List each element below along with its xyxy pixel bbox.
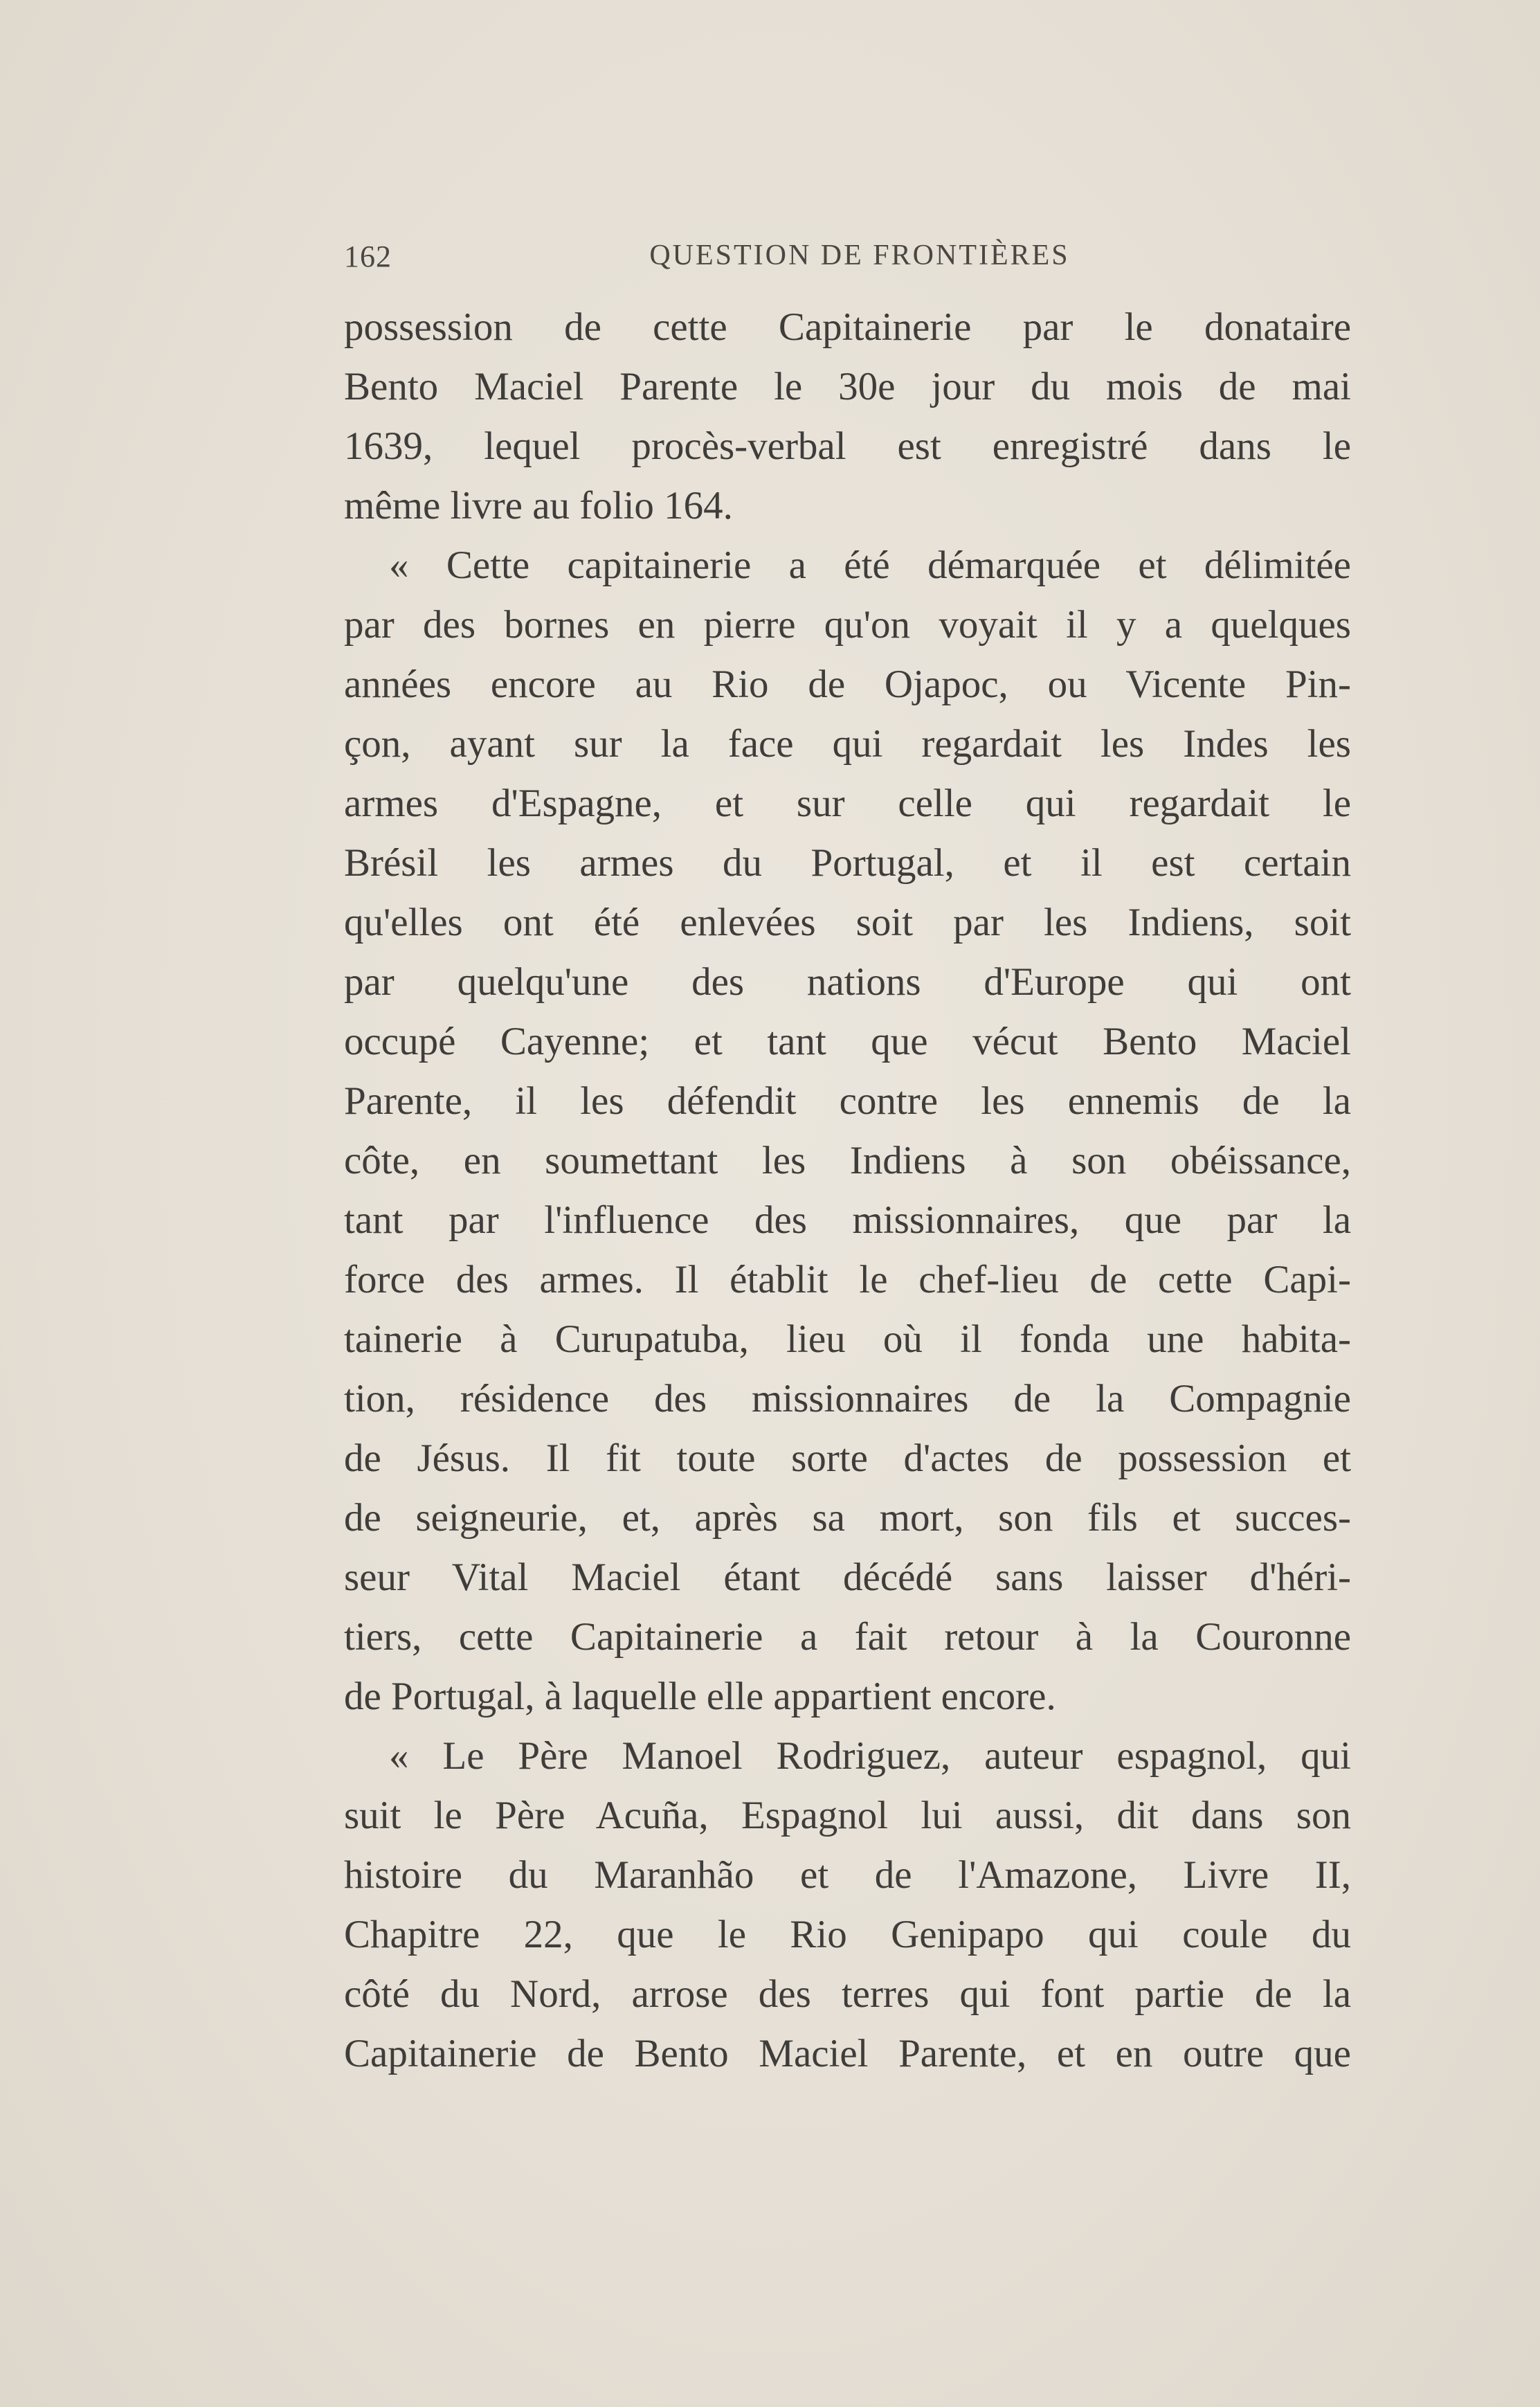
text-line: par quelqu'une des nations d'Europe qui ont xyxy=(344,960,1351,1004)
text-line: Chapitre 22, que le Rio Genipapo qui coule du xyxy=(344,1913,1351,1956)
text-line: Capitainerie de Bento Maciel Parente, et en outre que xyxy=(344,2032,1351,2075)
text-line: histoire du Maranhão et de l'Amazone, Livre II, xyxy=(344,1853,1351,1897)
text-line: tant par l'influence des missionnaires, que par la xyxy=(344,1198,1351,1242)
text-line: suit le Père Acuña, Espagnol lui aussi, dit dans son xyxy=(344,1794,1351,1837)
page-header xyxy=(344,239,1348,280)
text-line: de seigneurie, et, après sa mort, son fils et succes- xyxy=(344,1496,1351,1540)
text-line: occupé Cayenne; et tant que vécut Bento Maciel xyxy=(344,1020,1351,1063)
text-line: tiers, cette Capitainerie a fait retour à la Couronne xyxy=(344,1615,1351,1659)
text-line: « Cette capitainerie a été démarquée et délimitée xyxy=(389,543,1351,587)
text-line: Bento Maciel Parente le 30e jour du mois de mai xyxy=(344,365,1351,408)
text-line: « Le Père Manoel Rodriguez, auteur espagnol, qui xyxy=(389,1734,1351,1778)
text-line: force des armes. Il établit le chef-lieu de cette Capi- xyxy=(344,1258,1351,1301)
running-title: QUESTION DE FRONTIÈRES xyxy=(649,240,1070,271)
page-number: 162 xyxy=(344,240,392,273)
text-line: même livre au folio 164. xyxy=(344,484,733,528)
text-line: qu'elles ont été enlevées soit par les Indiens, soit xyxy=(344,901,1351,944)
text-line: tainerie à Curupatuba, lieu où il fonda une habita- xyxy=(344,1317,1351,1361)
body-text xyxy=(344,298,1351,2084)
text-line: armes d'Espagne, et sur celle qui regardait le xyxy=(344,782,1351,825)
text-line: tion, résidence des missionnaires de la Compagnie xyxy=(344,1377,1351,1421)
text-line: 1639, lequel procès-verbal est enregistré dans le xyxy=(344,424,1351,468)
text-line: Brésil les armes du Portugal, et il est certain xyxy=(344,841,1351,885)
text-line: années encore au Rio de Ojapoc, ou Vicente Pin- xyxy=(344,662,1351,706)
text-line: côté du Nord, arrose des terres qui font partie de la xyxy=(344,1972,1351,2016)
text-line: de Portugal, à laquelle elle appartient encore. xyxy=(344,1675,1056,1718)
text-line: côte, en soumettant les Indiens à son obéissance, xyxy=(344,1139,1351,1182)
text-line: Parente, il les défendit contre les ennemis de la xyxy=(344,1079,1351,1123)
text-line: de Jésus. Il fit toute sorte d'actes de possession et xyxy=(344,1436,1351,1480)
text-line: çon, ayant sur la face qui regardait les Indes les xyxy=(344,722,1351,766)
text-line: seur Vital Maciel étant décédé sans laisser d'héri- xyxy=(344,1556,1351,1599)
text-line: par des bornes en pierre qu'on voyait il y a quelques xyxy=(344,603,1351,647)
text-line: possession de cette Capitainerie par le donataire xyxy=(344,305,1351,349)
